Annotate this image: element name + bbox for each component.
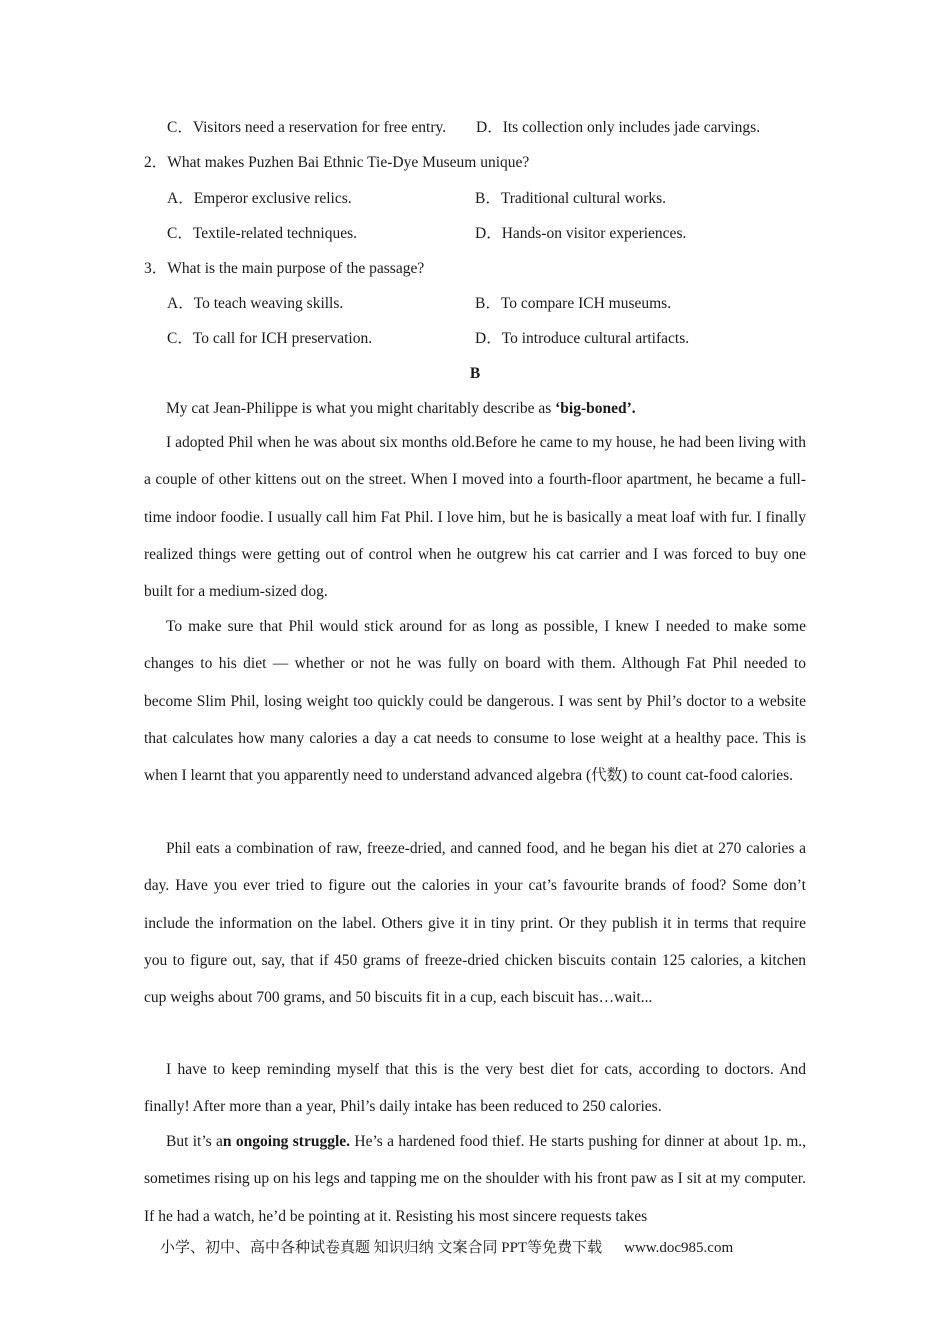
- q2-option-b: B．Traditional cultural works.: [475, 190, 667, 207]
- footer-url: www.doc985.com: [624, 1240, 734, 1256]
- passage-paragraph-1: [144, 390, 806, 427]
- passage-paragraph-5: I have to keep reminding myself that this is the very best diet for cats, according to doctors. And finally! After more than a year, Phil’s daily intake has been reduced to 250 calories.: [144, 1061, 806, 1116]
- passage-paragraph-4: Phil eats a combination of raw, freeze-dried, and canned food, and he began his diet at 270 calories a day. Have you ever tried to figure out the calories in your cat’s favourite brands of food? Some don’t include the information on the label. Others give it in tiny print. Or they publish it in terms that require you to figure out, say, that if 450 grams of freeze-dried chicken biscuits contain 125 calories, a kitchen cup weighs about 700 grams, and 50 biscuits fit in a cup, each biscuit has…wait...: [144, 840, 806, 1007]
- p1-bold-phrase: ‘big-boned’.: [555, 400, 636, 417]
- q3-option-a: A．To teach weaving skills.: [167, 295, 344, 312]
- p1-text: My cat Jean-Philippe is what you might charitably describe as: [166, 400, 556, 417]
- p6-pre: But it’s a: [166, 1133, 223, 1150]
- q3-stem: 3．What is the main purpose of the passage?: [144, 260, 425, 277]
- q2-option-c: C．Textile-related techniques.: [167, 225, 358, 242]
- passage-paragraph-2: I adopted Phil when he was about six months old.Before he came to my house, he had been living with a couple of other kittens out on the street. When I moved into a fourth-floor apartment, he became a full-time indoor foodie. I usually call him Fat Phil. I love him, but he is basically a meat loaf with fur. I finally realized things were getting out of control when he outgrew his cat carrier and I was forced to buy one built for a medium-sized dog.: [144, 434, 806, 601]
- q3-option-c: C．To call for ICH preservation.: [167, 330, 373, 347]
- p6-bold-phrase: n ongoing struggle.: [222, 1133, 351, 1150]
- footer-text: 小学、初中、高中各种试卷真题 知识归纳 文案合同 PPT等免费下载: [160, 1240, 603, 1256]
- passage-paragraph-3: To make sure that Phil would stick around for as long as possible, I knew I needed to make some changes to his diet — whether or not he was fully on board with them. Although Fat Phil needed to become Slim Phil, losing weight too quickly could be dangerous. I was sent by Phil’s doctor to a website that calculates how many calories a day a cat needs to consume to lose weight at a healthy pace. This is when I learnt that you apparently need to understand advanced algebra (代数) to count cat-food calories.: [144, 618, 806, 785]
- q2-option-d: D．Hands-on visitor experiences.: [475, 225, 687, 242]
- q2-option-a: A．Emperor exclusive relics.: [167, 190, 352, 207]
- p6-post: He’s a hardened food thief. He starts pushing for dinner at about 1p. m., sometimes rising up on his legs and tapping me on the shoulder with his front paw as I sit at my computer. If he had a watch, he’d be pointing at it. Resisting his most sincere requests takes: [144, 1133, 806, 1225]
- passage-paragraph-6: [144, 1123, 806, 1235]
- q1-option-d: D．Its collection only includes jade carvings.: [476, 119, 761, 136]
- q2-stem: 2．What makes Puzhen Bai Ethnic Tie-Dye Museum unique?: [144, 154, 530, 171]
- q3-option-b: B．To compare ICH museums.: [475, 295, 672, 312]
- q1-option-c: C．Visitors need a reservation for free entry.: [167, 119, 447, 136]
- footer: [160, 1236, 733, 1257]
- section-label: B: [469, 365, 481, 382]
- q3-option-d: D．To introduce cultural artifacts.: [475, 330, 690, 347]
